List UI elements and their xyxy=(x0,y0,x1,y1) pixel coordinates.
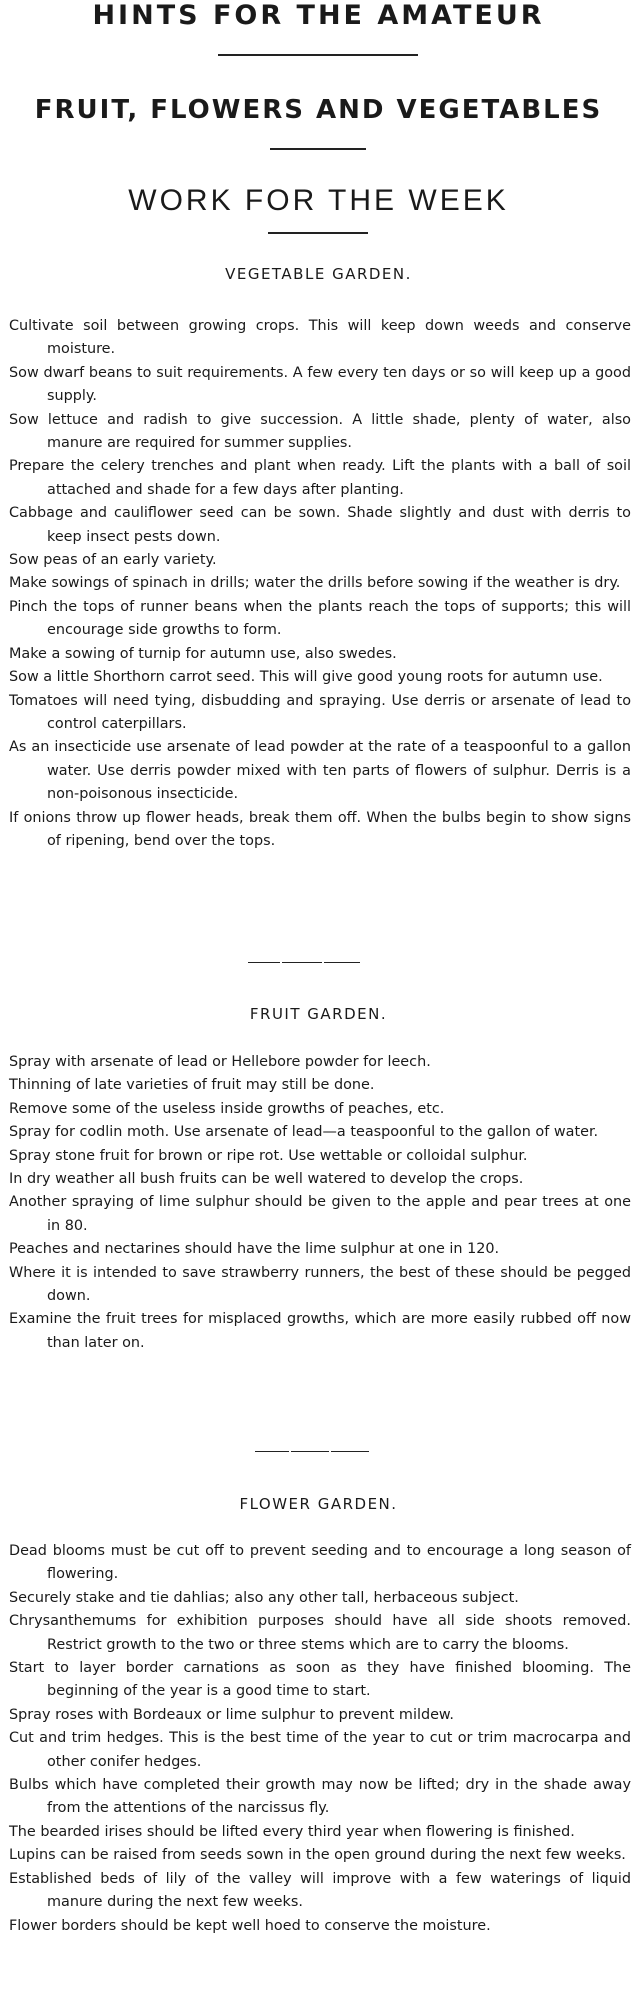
section-heading-flower: FLOWER GARDEN. xyxy=(239,1495,398,1513)
list-item: Sow dwarf beans to suit requirements. A few every ten days or so will keep up a good supply. xyxy=(9,364,631,405)
headline-work-for-the-week: WORK FOR THE WEEK xyxy=(128,184,509,217)
list-item: Established beds of lily of the valley will improve with a few waterings of liquid manure during the next few weeks. xyxy=(9,1870,631,1911)
list-item: Spray stone fruit for brown or ripe rot. Use wettable or colloidal sulphur. xyxy=(9,1147,528,1164)
list-item: Cultivate soil between growing crops. This will keep down weeds and conserve moisture. xyxy=(9,318,631,358)
list-item: Prepare the celery trenches and plant when ready. Lift the plants with a ball of soil attached and shade for a few days after planting. xyxy=(9,458,631,498)
divider-2 xyxy=(255,1451,289,1452)
list-item: Make sowings of spinach in drills; water the drills before sowing if the weather is dry. xyxy=(9,575,621,592)
list-item: Remove some of the useless inside growths of peaches, etc. xyxy=(9,1100,445,1117)
section-heading-vegetable: VEGETABLE GARDEN. xyxy=(225,265,412,283)
divider-1b xyxy=(282,962,322,963)
list-item: Another spraying of lime sulphur should be given to the apple and pear trees at one in 80. xyxy=(9,1194,631,1234)
list-item: Sow lettuce and radish to give succession. A little shade, plenty of water, also manure are required for summer supplies. xyxy=(9,411,631,452)
list-item: Sow a little Shorthorn carrot seed. This will give good young roots for autumn use. xyxy=(9,669,603,686)
list-item: Flower borders should be kept well hoed to conserve the moisture. xyxy=(9,1917,491,1934)
list-item: Peaches and nectarines should have the lime sulphur at one in 120. xyxy=(9,1241,500,1258)
title-rule-3 xyxy=(268,232,368,234)
headline-fruit-flowers-vegetables: FRUIT, FLOWERS AND VEGETABLES xyxy=(34,95,603,125)
divider-1 xyxy=(248,962,280,963)
list-item: Chrysanthemums for exhibition purposes should have all side shoots removed. Restrict growth to the two or three stems which are to carry the blooms. xyxy=(9,1613,631,1653)
headline-hints: HINTS FOR THE AMATEUR xyxy=(92,0,545,31)
title-rule-1 xyxy=(218,54,418,56)
section-heading-fruit: FRUIT GARDEN. xyxy=(249,1005,388,1023)
list-item: Bulbs which have completed their growth may now be lifted; dry in the shade away from the attentions of the narcissus fly. xyxy=(9,1777,631,1817)
list-item: In dry weather all bush fruits can be well watered to develop the crops. xyxy=(9,1171,524,1188)
divider-1c xyxy=(324,962,360,963)
list-item: Thinning of late varieties of fruit may still be done. xyxy=(9,1077,375,1094)
list-item: Examine the fruit trees for misplaced growths, which are more easily rubbed off now than later on. xyxy=(9,1311,631,1351)
list-item: Securely stake and tie dahlias; also any other tall, herbaceous subject. xyxy=(9,1589,519,1606)
divider-2c xyxy=(331,1451,369,1452)
divider-2b xyxy=(291,1451,329,1452)
list-item: Where it is intended to save strawberry runners, the best of these should be pegged down. xyxy=(9,1264,631,1305)
list-item: Sow peas of an early variety. xyxy=(9,552,217,569)
list-item: Lupins can be raised from seeds sown in the open ground during the next few weeks. xyxy=(9,1847,626,1864)
list-item: Spray with arsenate of lead or Hellebore powder for leech. xyxy=(9,1054,431,1070)
list-item: If onions throw up flower heads, break them off. When the bulbs begin to show signs of ripening, bend over the tops. xyxy=(9,809,631,849)
list-item: As an insecticide use arsenate of lead powder at the rate of a teaspoonful to a gallon water. Use derris powder mixed with ten parts of flowers of sulphur. Derris is a non-poisonous insecticide. xyxy=(9,739,631,803)
list-item: Spray roses with Bordeaux or lime sulphur to prevent mildew. xyxy=(9,1706,454,1723)
list-item: The bearded irises should be lifted every third year when flowering is finished. xyxy=(9,1823,575,1840)
fruit-list xyxy=(7,1051,631,1355)
list-item: Spray for codlin moth. Use arsenate of lead—a teaspoonful to the gallon of water. xyxy=(9,1124,599,1141)
list-item: Make a sowing of turnip for autumn use, also swedes. xyxy=(9,645,397,662)
title-rule-2 xyxy=(270,148,366,150)
list-item: Start to layer border carnations as soon as they have finished blooming. The beginning of the year is a good time to start. xyxy=(9,1660,631,1700)
list-item: Cabbage and cauliflower seed can be sown. Shade slightly and dust with derris to keep insect pests down. xyxy=(9,505,631,545)
flower-list xyxy=(7,1540,631,1938)
vegetable-list xyxy=(7,315,631,853)
list-item: Tomatoes will need tying, disbudding and spraying. Use derris or arsenate of lead to control caterpillars. xyxy=(9,692,631,732)
list-item: Cut and trim hedges. This is the best time of the year to cut or trim macrocarpa and other conifer hedges. xyxy=(9,1730,631,1770)
list-item: Pinch the tops of runner beans when the plants reach the tops of supports; this will encourage side growths to form. xyxy=(9,598,631,639)
list-item: Dead blooms must be cut off to prevent seeding and to encourage a long season of flowering. xyxy=(9,1543,631,1583)
